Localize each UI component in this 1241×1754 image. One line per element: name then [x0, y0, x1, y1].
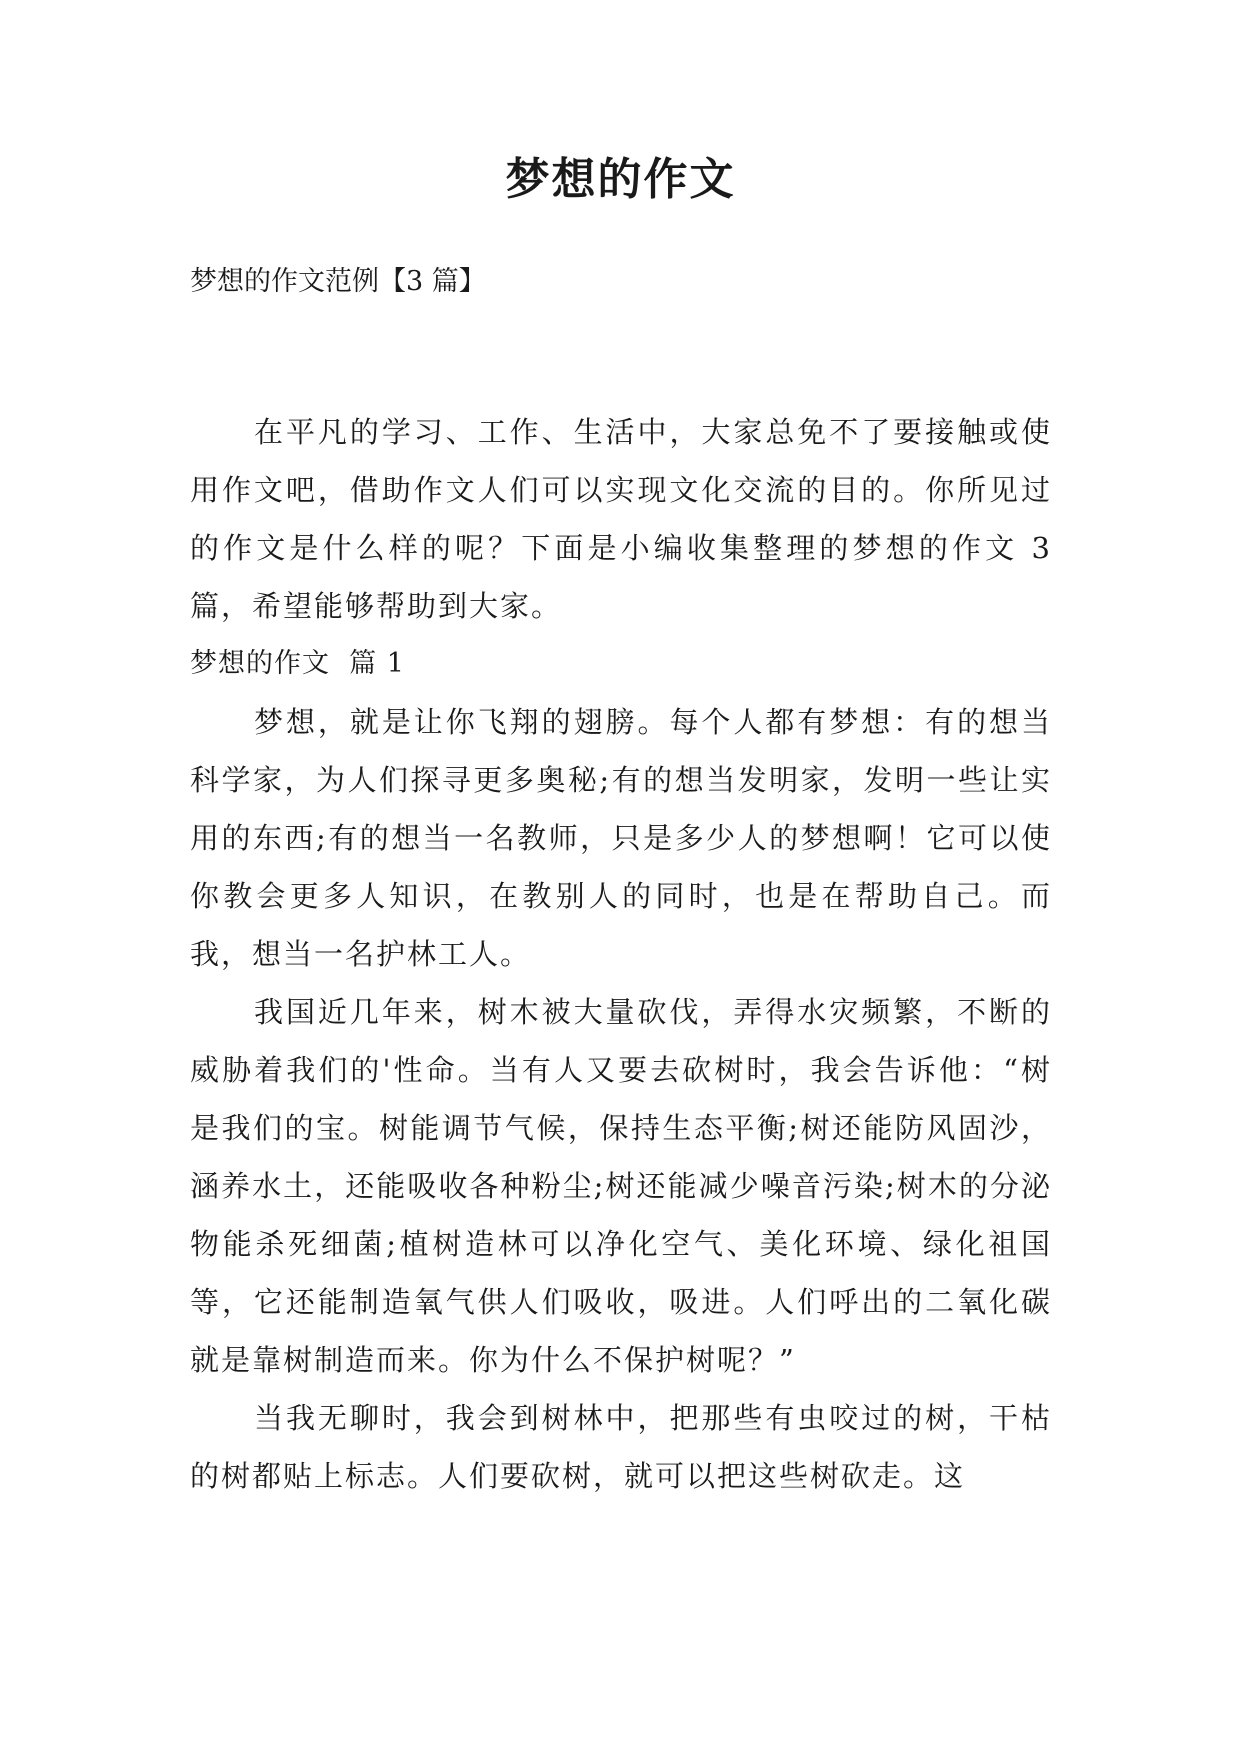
document-subtitle: 梦想的作文范例【3 篇】 [190, 266, 486, 297]
body-paragraph-1: 梦想，就是让你飞翔的翅膀。每个人都有梦想：有的想当科学家，为人们探寻更多奥秘;有的想当发明家，发明一些让实用的东西;有的想当一名教师，只是多少人的梦想啊！它可以使你教会更多人知识，在教别人的同时，也是在帮助自己。而我，想当一名护林工人。 [190, 705, 1052, 971]
intro-paragraph: 在平凡的学习、工作、生活中，大家总免不了要接触或使用作文吧，借助作文人们可以实现文化交流的目的。你所见过的作文是什么样的呢？下面是小编收集整理的梦想的作文 3 篇，希望能够帮助到大家。 [190, 415, 1052, 623]
body-paragraph-2: 我国近几年来，树木被大量砍伐，弄得水灾频繁，不断的威胁着我们的'性命。当有人又要去砍树时，我会告诉他：“树是我们的宝。树能调节气候，保持生态平衡;树还能防风固沙，涵养水土，还能吸收各种粉尘;树还能减少噪音污染;树木的分泌物能杀死细菌;植树造林可以净化空气、美化环境、绿化祖国等，它还能制造氧气供人们吸收，吸进。人们呼出的二氧化碳就是靠树制造而来。你为什么不保护树呢？” [190, 995, 1052, 1377]
document-body [190, 403, 1052, 1505]
section-heading: 梦想的作文 篇 1 [190, 648, 405, 679]
body-paragraph-3: 当我无聊时，我会到树林中，把那些有虫咬过的树，干枯的树都贴上标志。人们要砍树，就可以把这些树砍走。这 [190, 1401, 1052, 1493]
document-title: 梦想的作文 [505, 154, 736, 205]
